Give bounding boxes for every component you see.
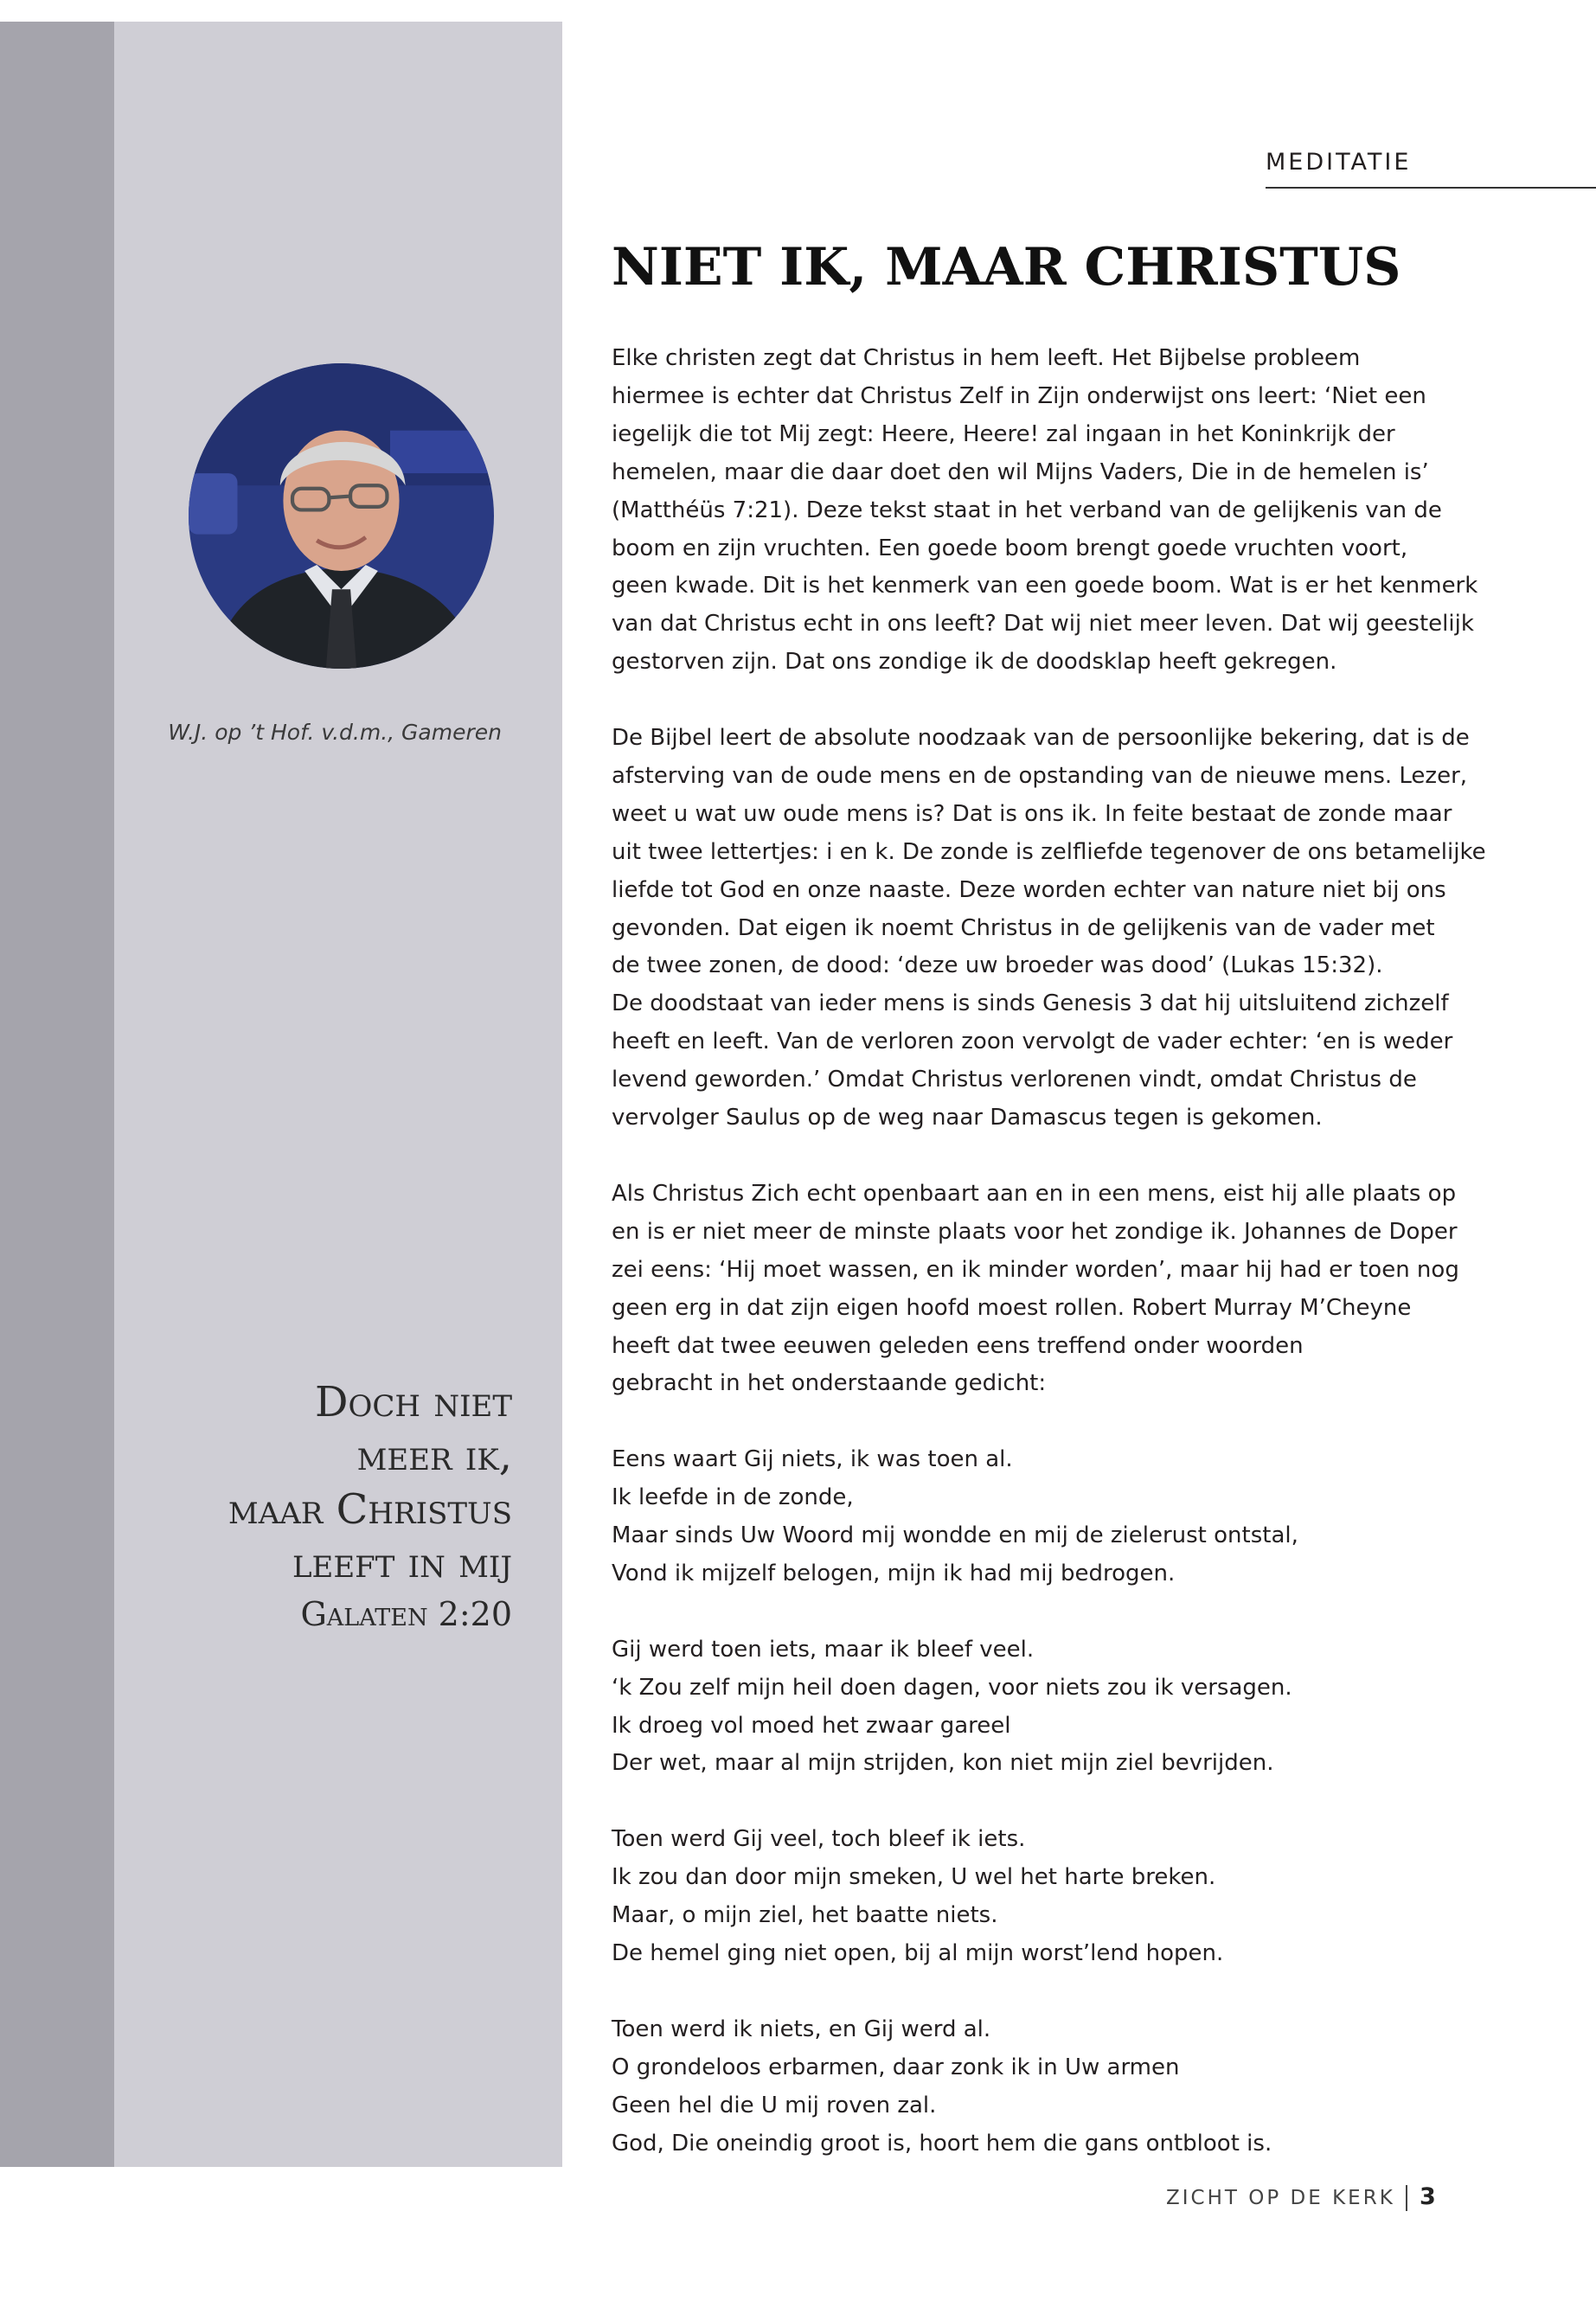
- footer-publication: ZICHT OP DE KERK: [1166, 2187, 1395, 2209]
- article-line: De doodstaat van ieder mens is sinds Genesis 3 dat hij uitsluitend zichzelf: [612, 990, 1449, 1017]
- article-line: hemelen, maar die daar doet den wil Mijns Vaders, Die in de hemelen is’: [612, 458, 1429, 485]
- sidebar-dark-strip: [0, 22, 114, 2167]
- article-line: De hemel ging niet open, bij al mijn worst’lend hopen.: [612, 1939, 1224, 1966]
- article-title: NIET IK, MAAR CHRISTUS: [612, 237, 1401, 298]
- article-line: Gij werd toen iets, maar ik bleef veel.: [612, 1636, 1035, 1663]
- article-line: geen kwade. Dit is het kenmerk van een goede boom. Wat is er het kenmerk: [612, 573, 1478, 599]
- article-paragraph: [612, 1176, 1477, 1403]
- article-line: weet u wat uw oude mens is? Dat is ons ik. In feite bestaat de zonde maar: [612, 800, 1452, 827]
- article-line: Toen werd ik niets, en Gij werd al.: [612, 2016, 991, 2042]
- article-body: [612, 340, 1486, 2201]
- article-line: levend geworden.’ Omdat Christus verlorenen vindt, omdat Christus de: [612, 1067, 1417, 1093]
- article-paragraph: [612, 1441, 1477, 1593]
- sidebar-light-panel: [114, 22, 562, 2167]
- article-line: Maar, o mijn ziel, het baatte niets.: [612, 1902, 998, 1929]
- article-line: Eens waart Gij niets, ik was toen al.: [612, 1446, 1013, 1473]
- article-paragraph: [612, 1821, 1477, 1973]
- page-number: 3: [1420, 2183, 1436, 2210]
- article-line: Ik zou dan door mijn smeken, U wel het harte breken.: [612, 1864, 1216, 1891]
- pull-quote-line: Doch niet: [315, 1378, 512, 1426]
- article-line: Vond ik mijzelf belogen, mijn ik had mij bedrogen.: [612, 1560, 1176, 1586]
- article-line: boom en zijn vruchten. Een goede boom brengt goede vruchten voort,: [612, 535, 1408, 561]
- article-line: uit twee lettertjes: i en k. De zonde is zelfliefde tegenover de ons betamelijke: [612, 838, 1486, 865]
- article-paragraph: [612, 720, 1486, 1138]
- article-line: en is er niet meer de minste plaats voor het zondige ik. Johannes de Doper: [612, 1218, 1458, 1245]
- article-line: afsterving van de oude mens en de opstanding van de nieuwe mens. Lezer,: [612, 762, 1468, 789]
- article-line: liefde tot God en onze naaste. Deze worden echter van nature niet bij ons: [612, 876, 1446, 903]
- pull-quote-line: leeft in mij: [292, 1539, 512, 1587]
- article-paragraph: [612, 2011, 1477, 2163]
- article-line: hiermee is echter dat Christus Zelf in Zijn onderwijst ons leert: ‘Niet een: [612, 382, 1426, 409]
- pull-quote: [138, 1375, 512, 1638]
- article-line: God, Die oneindig groot is, hoort hem die gans ontbloot is.: [612, 2130, 1272, 2157]
- article-line: Ik leefde in de zonde,: [612, 1484, 854, 1511]
- article-line: Der wet, maar al mijn strijden, kon niet mijn ziel bevrijden.: [612, 1750, 1274, 1777]
- article-line: Maar sinds Uw Woord mij wondde en mij de zielerust ontstal,: [612, 1522, 1298, 1549]
- article-line: (Matthéüs 7:21). Deze tekst staat in het verband van de gelijkenis van de: [612, 497, 1442, 523]
- article-line: Elke christen zegt dat Christus in hem leeft. Het Bijbelse probleem: [612, 345, 1361, 371]
- article-line: gebracht in het onderstaande gedicht:: [612, 1370, 1047, 1397]
- pull-quote-reference: Galaten 2:20: [300, 1595, 512, 1633]
- article-line: vervolger Saulus op de weg naar Damascus tegen is gekomen.: [612, 1105, 1323, 1131]
- article-line: van dat Christus echt in ons leeft? Dat wij niet meer leven. Dat wij geestelijk: [612, 611, 1474, 638]
- section-label: MEDITATIE: [1266, 149, 1412, 176]
- article-line: gevonden. Dat eigen ik noemt Christus in de gelijkenis van de vader met: [612, 914, 1435, 941]
- pull-quote-line: meer ik,: [356, 1432, 512, 1480]
- article-line: O grondeloos erbarmen, daar zonk ik in Uw armen: [612, 2054, 1180, 2080]
- article-line: de twee zonen, de dood: ‘deze uw broeder was dood’ (Lukas 15:32).: [612, 952, 1383, 979]
- article-paragraph: [612, 340, 1477, 682]
- article-paragraph: [612, 1631, 1477, 1784]
- article-line: Ik droeg vol moed het zwaar gareel: [612, 1712, 1011, 1739]
- article-line: Geen hel die U mij roven zal.: [612, 2092, 937, 2118]
- article-line: geen erg in dat zijn eigen hoofd moest rollen. Robert Murray M’Cheyne: [612, 1294, 1412, 1321]
- footer-separator: [1406, 2185, 1407, 2211]
- author-portrait: [189, 363, 494, 669]
- article-line: Als Christus Zich echt openbaart aan en in een mens, eist hij alle plaats op: [612, 1180, 1457, 1207]
- article-line: ‘k Zou zelf mijn heil doen dagen, voor niets zou ik versagen.: [612, 1674, 1292, 1701]
- article-line: De Bijbel leert de absolute noodzaak van de persoonlijke bekering, dat is de: [612, 725, 1470, 752]
- author-credit: W.J. op ’t Hof. v.d.m., Gameren: [168, 720, 502, 745]
- article-line: heeft en leeft. Van de verloren zoon vervolgt de vader echter: ‘en is weder: [612, 1029, 1453, 1055]
- article-line: gestorven zijn. Dat ons zondige ik de doodsklap heeft gekregen.: [612, 649, 1337, 676]
- article-line: zei eens: ‘Hij moet wassen, en ik minder worden’, maar hij had er toen nog: [612, 1256, 1459, 1283]
- article-line: Toen werd Gij veel, toch bleef ik iets.: [612, 1826, 1026, 1853]
- article-line: iegelijk die tot Mij zegt: Heere, Heere! zal ingaan in het Koninkrijk der: [612, 420, 1395, 447]
- article-line: heeft dat twee eeuwen geleden eens treffend onder woorden: [612, 1332, 1304, 1359]
- section-rule: [1266, 187, 1596, 189]
- pull-quote-line: maar Christus: [228, 1485, 512, 1534]
